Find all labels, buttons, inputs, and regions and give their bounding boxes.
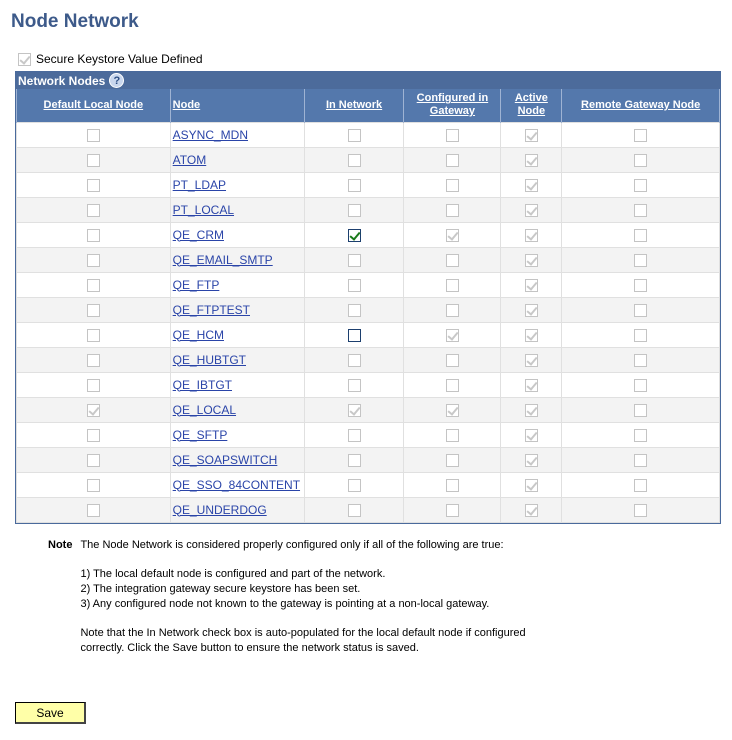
in-network-cell — [304, 272, 404, 297]
table-row — [17, 172, 720, 197]
configured-in-gateway-cell — [404, 472, 501, 497]
active-node-cell — [501, 497, 562, 522]
active-node-checkbox — [525, 229, 538, 242]
default-local-node-checkbox — [87, 154, 100, 167]
node-cell — [170, 172, 304, 197]
configured-in-gateway-cell — [404, 297, 501, 322]
keystore-label: Secure Keystore Value Defined — [36, 52, 203, 66]
active-node-cell — [501, 147, 562, 172]
default-local-node-checkbox — [87, 329, 100, 342]
active-node-checkbox — [525, 329, 538, 342]
remote-gateway-node-cell — [562, 472, 720, 497]
active-node-checkbox — [525, 504, 538, 517]
active-node-checkbox — [525, 354, 538, 367]
in-network-checkbox — [348, 354, 361, 367]
remote-gateway-node-checkbox — [634, 179, 647, 192]
in-network-checkbox — [348, 129, 361, 142]
configured-in-gateway-checkbox — [446, 454, 459, 467]
default-local-node-checkbox — [87, 179, 100, 192]
keystore-row — [18, 52, 203, 66]
in-network-cell — [304, 472, 404, 497]
node-cell — [170, 447, 304, 472]
in-network-checkbox — [348, 179, 361, 192]
active-node-cell — [501, 372, 562, 397]
remote-gateway-node-cell — [562, 297, 720, 322]
default-local-node-cell — [17, 447, 171, 472]
node-link[interactable]: QE_HUBTGT — [172, 352, 246, 367]
default-local-node-cell — [17, 247, 171, 272]
remote-gateway-node-checkbox — [634, 479, 647, 492]
configured-in-gateway-cell — [404, 322, 501, 347]
remote-gateway-node-checkbox — [634, 454, 647, 467]
remote-gateway-node-checkbox — [634, 129, 647, 142]
active-node-checkbox — [525, 429, 538, 442]
default-local-node-checkbox — [87, 504, 100, 517]
in-network-checkbox — [348, 379, 361, 392]
configured-in-gateway-checkbox — [446, 429, 459, 442]
node-link[interactable]: QE_FTP — [172, 277, 220, 292]
active-node-cell — [501, 197, 562, 222]
node-link[interactable]: QE_HCM — [172, 327, 224, 342]
table-row — [17, 472, 720, 497]
in-network-checkbox[interactable] — [348, 229, 361, 242]
active-node-checkbox — [525, 404, 538, 417]
configured-in-gateway-cell — [404, 397, 501, 422]
node-link[interactable]: PT_LDAP — [172, 177, 227, 192]
remote-gateway-node-checkbox — [634, 254, 647, 267]
page-title: Node Network — [11, 11, 139, 32]
in-network-checkbox — [348, 254, 361, 267]
default-local-node-checkbox — [87, 429, 100, 442]
save-button[interactable]: Save — [15, 702, 86, 724]
active-node-cell — [501, 447, 562, 472]
default-local-node-cell — [17, 147, 171, 172]
node-cell — [170, 222, 304, 247]
active-node-cell — [501, 272, 562, 297]
active-node-checkbox — [525, 279, 538, 292]
default-local-node-checkbox — [87, 354, 100, 367]
active-node-cell — [501, 347, 562, 372]
in-network-cell — [304, 397, 404, 422]
default-local-node-checkbox — [87, 304, 100, 317]
active-node-cell — [501, 322, 562, 347]
remote-gateway-node-checkbox — [634, 354, 647, 367]
node-link[interactable]: QE_EMAIL_SMTP — [172, 252, 273, 267]
configured-in-gateway-checkbox — [446, 129, 459, 142]
col-in-network[interactable]: In Network — [304, 89, 404, 122]
remote-gateway-node-checkbox — [634, 279, 647, 292]
col-default-local-node[interactable]: Default Local Node — [17, 89, 171, 122]
node-cell — [170, 347, 304, 372]
active-node-checkbox — [525, 454, 538, 467]
configured-in-gateway-checkbox — [446, 479, 459, 492]
col-remote-gateway-node[interactable]: Remote Gateway Node — [562, 89, 720, 122]
default-local-node-cell — [17, 197, 171, 222]
default-local-node-cell — [17, 472, 171, 497]
nodes-table — [16, 89, 720, 523]
col-active-node[interactable]: Active Node — [501, 89, 562, 122]
node-link[interactable]: QE_SOAPSWITCH — [172, 452, 278, 467]
network-nodes-grid — [15, 71, 721, 524]
remote-gateway-node-cell — [562, 147, 720, 172]
table-row — [17, 147, 720, 172]
node-link[interactable]: QE_FTPTEST — [172, 302, 250, 317]
default-local-node-cell — [17, 397, 171, 422]
active-node-checkbox — [525, 154, 538, 167]
node-cell — [170, 497, 304, 522]
node-cell — [170, 247, 304, 272]
configured-in-gateway-checkbox — [446, 379, 459, 392]
in-network-checkbox — [348, 479, 361, 492]
node-link[interactable]: ASYNC_MDN — [172, 127, 249, 142]
configured-in-gateway-checkbox — [446, 329, 459, 342]
default-local-node-checkbox — [87, 479, 100, 492]
remote-gateway-node-cell — [562, 122, 720, 147]
configured-in-gateway-cell — [404, 372, 501, 397]
keystore-checkbox — [18, 53, 31, 66]
active-node-checkbox — [525, 479, 538, 492]
configured-in-gateway-cell — [404, 172, 501, 197]
configured-in-gateway-checkbox — [446, 404, 459, 417]
configured-in-gateway-checkbox — [446, 204, 459, 217]
default-local-node-checkbox — [87, 379, 100, 392]
active-node-cell — [501, 472, 562, 497]
configured-in-gateway-cell — [404, 272, 501, 297]
table-row — [17, 297, 720, 322]
table-row — [17, 272, 720, 297]
in-network-checkbox — [348, 304, 361, 317]
active-node-cell — [501, 247, 562, 272]
node-cell — [170, 372, 304, 397]
remote-gateway-node-cell — [562, 322, 720, 347]
table-row — [17, 447, 720, 472]
in-network-checkbox — [348, 504, 361, 517]
configured-in-gateway-cell — [404, 247, 501, 272]
default-local-node-cell — [17, 497, 171, 522]
active-node-checkbox — [525, 379, 538, 392]
table-row — [17, 197, 720, 222]
default-local-node-cell — [17, 297, 171, 322]
in-network-checkbox[interactable] — [348, 329, 361, 342]
table-row — [17, 497, 720, 522]
node-cell — [170, 297, 304, 322]
default-local-node-cell — [17, 322, 171, 347]
note-label: Note — [48, 539, 73, 551]
remote-gateway-node-checkbox — [634, 504, 647, 517]
remote-gateway-node-cell — [562, 422, 720, 447]
remote-gateway-node-checkbox — [634, 229, 647, 242]
remote-gateway-node-checkbox — [634, 154, 647, 167]
remote-gateway-node-cell — [562, 247, 720, 272]
remote-gateway-node-cell — [562, 397, 720, 422]
table-row — [17, 347, 720, 372]
default-local-node-checkbox — [87, 404, 100, 417]
configured-in-gateway-checkbox — [446, 504, 459, 517]
default-local-node-cell — [17, 122, 171, 147]
in-network-cell — [304, 122, 404, 147]
active-node-checkbox — [525, 179, 538, 192]
note-body — [80, 538, 528, 656]
node-cell — [170, 397, 304, 422]
default-local-node-cell — [17, 222, 171, 247]
note-item-2: 2) The integration gateway secure keystore has been set. — [80, 583, 361, 595]
in-network-checkbox — [348, 279, 361, 292]
active-node-checkbox — [525, 254, 538, 267]
node-link[interactable]: QE_SFTP — [172, 427, 228, 442]
default-local-node-cell — [17, 422, 171, 447]
note-intro: The Node Network is considered properly configured only if all of the following are true: — [80, 539, 504, 551]
node-cell — [170, 122, 304, 147]
active-node-cell — [501, 172, 562, 197]
grid-title-bar — [16, 72, 720, 89]
remote-gateway-node-cell — [562, 372, 720, 397]
configured-in-gateway-cell — [404, 422, 501, 447]
active-node-checkbox — [525, 204, 538, 217]
remote-gateway-node-cell — [562, 197, 720, 222]
remote-gateway-node-cell — [562, 172, 720, 197]
default-local-node-checkbox — [87, 454, 100, 467]
configured-in-gateway-checkbox — [446, 179, 459, 192]
active-node-checkbox — [525, 129, 538, 142]
remote-gateway-node-checkbox — [634, 404, 647, 417]
active-node-cell — [501, 222, 562, 247]
in-network-checkbox — [348, 204, 361, 217]
remote-gateway-node-checkbox — [634, 329, 647, 342]
default-local-node-checkbox — [87, 254, 100, 267]
default-local-node-checkbox — [87, 129, 100, 142]
table-row — [17, 222, 720, 247]
note-footer: Note that the In Network check box is auto-populated for the local default node if configured correctly. Click the Save button to ensure the network status is saved. — [80, 627, 526, 654]
help-icon[interactable]: ? — [109, 73, 124, 88]
remote-gateway-node-cell — [562, 272, 720, 297]
configured-in-gateway-cell — [404, 122, 501, 147]
in-network-cell — [304, 347, 404, 372]
in-network-cell — [304, 247, 404, 272]
remote-gateway-node-checkbox — [634, 204, 647, 217]
table-row — [17, 247, 720, 272]
note-item-3: 3) Any configured node not known to the gateway is pointing at a non-local gateway. — [80, 598, 490, 610]
in-network-cell — [304, 422, 404, 447]
grid-title: Network Nodes — [18, 73, 106, 88]
in-network-cell — [304, 297, 404, 322]
node-cell — [170, 322, 304, 347]
remote-gateway-node-checkbox — [634, 379, 647, 392]
active-node-cell — [501, 297, 562, 322]
active-node-cell — [501, 422, 562, 447]
node-link[interactable]: QE_CRM — [172, 227, 224, 242]
configured-in-gateway-cell — [404, 197, 501, 222]
remote-gateway-node-cell — [562, 447, 720, 472]
default-local-node-cell — [17, 272, 171, 297]
in-network-cell — [304, 372, 404, 397]
in-network-cell — [304, 197, 404, 222]
in-network-cell — [304, 322, 404, 347]
in-network-cell — [304, 447, 404, 472]
remote-gateway-node-cell — [562, 497, 720, 522]
node-link[interactable]: QE_SSO_84CONTENT — [172, 477, 301, 492]
table-row — [17, 397, 720, 422]
active-node-checkbox — [525, 304, 538, 317]
table-row — [17, 122, 720, 147]
node-cell — [170, 147, 304, 172]
configured-in-gateway-checkbox — [446, 154, 459, 167]
node-link[interactable]: QE_UNDERDOG — [172, 502, 267, 517]
node-link[interactable]: QE_IBTGT — [172, 377, 232, 392]
in-network-cell — [304, 147, 404, 172]
col-configured-in-gateway[interactable]: Configured in Gateway — [404, 89, 501, 122]
in-network-checkbox — [348, 154, 361, 167]
remote-gateway-node-cell — [562, 347, 720, 372]
configured-in-gateway-cell — [404, 347, 501, 372]
remote-gateway-node-cell — [562, 222, 720, 247]
col-node[interactable]: Node — [170, 89, 304, 122]
node-cell — [170, 197, 304, 222]
default-local-node-checkbox — [87, 229, 100, 242]
configured-in-gateway-checkbox — [446, 254, 459, 267]
configured-in-gateway-cell — [404, 447, 501, 472]
configured-in-gateway-checkbox — [446, 229, 459, 242]
node-link[interactable]: PT_LOCAL — [172, 202, 235, 217]
node-link[interactable]: ATOM — [172, 152, 207, 167]
note-section — [48, 538, 528, 656]
active-node-cell — [501, 122, 562, 147]
in-network-checkbox — [348, 429, 361, 442]
in-network-cell — [304, 497, 404, 522]
in-network-cell — [304, 222, 404, 247]
configured-in-gateway-checkbox — [446, 354, 459, 367]
configured-in-gateway-cell — [404, 222, 501, 247]
remote-gateway-node-checkbox — [634, 304, 647, 317]
table-row — [17, 322, 720, 347]
configured-in-gateway-cell — [404, 147, 501, 172]
nodes-table-body — [17, 122, 720, 522]
configured-in-gateway-checkbox — [446, 304, 459, 317]
active-node-cell — [501, 397, 562, 422]
node-cell — [170, 422, 304, 447]
node-cell — [170, 272, 304, 297]
node-link[interactable]: QE_LOCAL — [172, 402, 237, 417]
in-network-cell — [304, 172, 404, 197]
in-network-checkbox — [348, 454, 361, 467]
default-local-node-cell — [17, 347, 171, 372]
note-item-1: 1) The local default node is configured and part of the network. — [80, 568, 386, 580]
default-local-node-checkbox — [87, 279, 100, 292]
configured-in-gateway-checkbox — [446, 279, 459, 292]
node-cell — [170, 472, 304, 497]
default-local-node-cell — [17, 172, 171, 197]
in-network-checkbox — [348, 404, 361, 417]
configured-in-gateway-cell — [404, 497, 501, 522]
default-local-node-checkbox — [87, 204, 100, 217]
default-local-node-cell — [17, 372, 171, 397]
remote-gateway-node-checkbox — [634, 429, 647, 442]
table-row — [17, 372, 720, 397]
table-row — [17, 422, 720, 447]
